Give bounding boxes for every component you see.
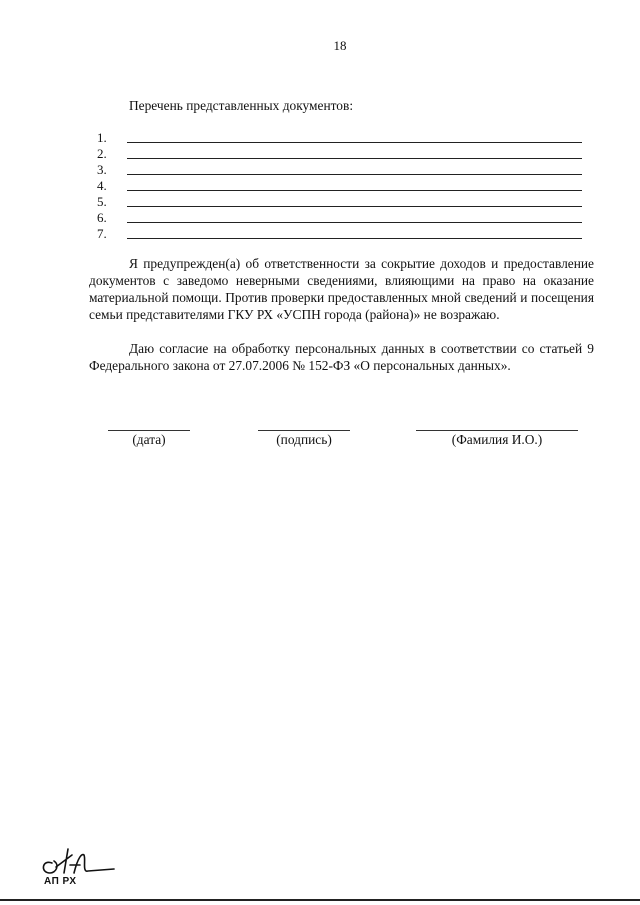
list-item-blank-line[interactable] [127,178,582,191]
responsibility-warning [89,255,594,323]
list-item-number: 6. [97,210,107,225]
list-item-number: 4. [97,178,107,193]
list-item [97,129,582,145]
signature-label: (подпись) [276,432,332,447]
list-item-blank-line[interactable] [127,194,582,207]
list-item-number: 1. [97,130,107,145]
list-item-number: 2. [97,146,107,161]
personal-data-consent [89,340,594,374]
list-item [97,177,582,193]
personal-data-consent-text: Даю согласие на обработку персональных данных в соответствии со статьей 9 Федерального закона от 27.07.2006 № 152-ФЗ «О персональных данных». [89,341,594,373]
name-field-line[interactable] [416,430,578,431]
list-item [97,209,582,225]
list-item-blank-line[interactable] [127,226,582,239]
documents-list [97,129,582,241]
list-item [97,225,582,241]
list-item [97,193,582,209]
list-item-number: 7. [97,226,107,241]
signature-field-line[interactable] [258,430,350,431]
list-item-blank-line[interactable] [127,210,582,223]
list-item-blank-line[interactable] [127,146,582,159]
date-field-line[interactable] [108,430,190,431]
responsibility-warning-text: Я предупрежден(а) об ответственности за сокрытие доходов и предоставление документов с заведомо неверными сведениями, влияющими на право на оказание материальной помощи. Против проверки предоставленных мной сведений и посещения семьи представителями ГКУ РХ «УСПН города (района)» не возражаю. [89,256,594,322]
stamp-text: АП РХ [44,876,77,887]
documents-list-title: Перечень представленных документов: [129,98,354,113]
page-bottom-rule [0,899,640,901]
list-item [97,161,582,177]
list-item-number: 3. [97,162,107,177]
list-item-blank-line[interactable] [127,162,582,175]
name-label: (Фамилия И.О.) [451,432,543,447]
page-number: 18 [333,38,347,53]
list-item [97,145,582,161]
list-item-number: 5. [97,194,107,209]
list-item-blank-line[interactable] [127,130,582,143]
date-label: (дата) [132,432,166,447]
